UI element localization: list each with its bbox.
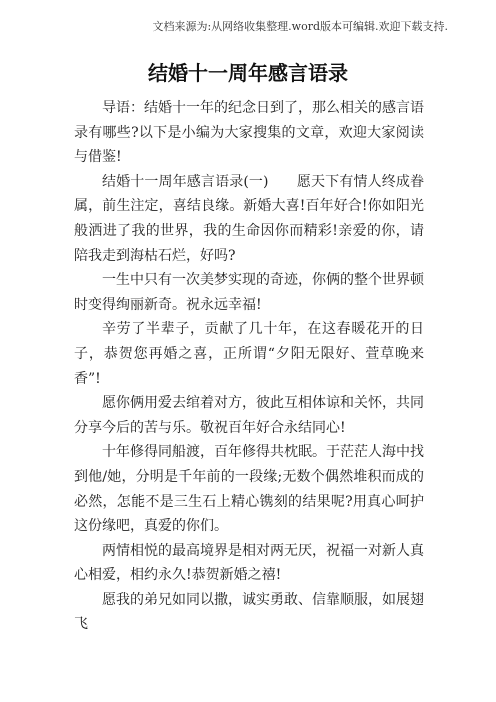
paragraph-intro: 导语：结婚十一年的纪念日到了，那么相关的感言语录有哪些?以下是小编为大家搜集的文章，欢迎大家阅读与借鉴! (74, 100, 424, 166)
document-body (74, 96, 424, 637)
paragraph: 十年修得同船渡，百年修得共枕眠。于茫茫人海中找到他/她，分明是千年前的一段缘;无数个偶然堆积而成的必然，怎能不是三生石上精心镌刻的结果呢?用真心呵护这份缘吧，真爱的你们。 (74, 444, 424, 535)
paragraph: 愿你俩用爱去绾着对方，彼此互相体谅和关怀，共同分享今后的苦与乐。敬祝百年好合永结同心! (74, 395, 424, 436)
source-note: 文档来源为:从网络收集整理.word版本可编辑.欢迎下载支持. (152, 20, 448, 33)
page-title: 结婚十一周年感言语录 (148, 61, 348, 85)
paragraph: 一生中只有一次美梦实现的奇迹，你俩的整个世界顿时变得绚丽新奇。祝永远幸福! (74, 272, 424, 313)
paragraph: 辛劳了半辈子，贡献了几十年，在这春暖花开的日子，恭贺您再婚之喜，正所谓“夕阳无限好、萱草晚来香”! (74, 321, 424, 387)
paragraph: 愿我的弟兄如同以撒，诚实勇敢、信靠顺服，如展翅飞 (74, 591, 424, 633)
paragraph: 两情相悦的最高境界是相对两无厌，祝福一对新人真心相爱，相约永久!恭贺新婚之禧! (74, 542, 424, 584)
paragraph-section-one: 结婚十一周年感言语录(一) 愿天下有情人终成眷属，前生注定，喜结良缘。新婚大喜!百年好合!你如阳光般洒进了我的世界，我的生命因你而精彩!亲爱的你，请陪我走到海枯石烂，好吗? (74, 173, 424, 264)
